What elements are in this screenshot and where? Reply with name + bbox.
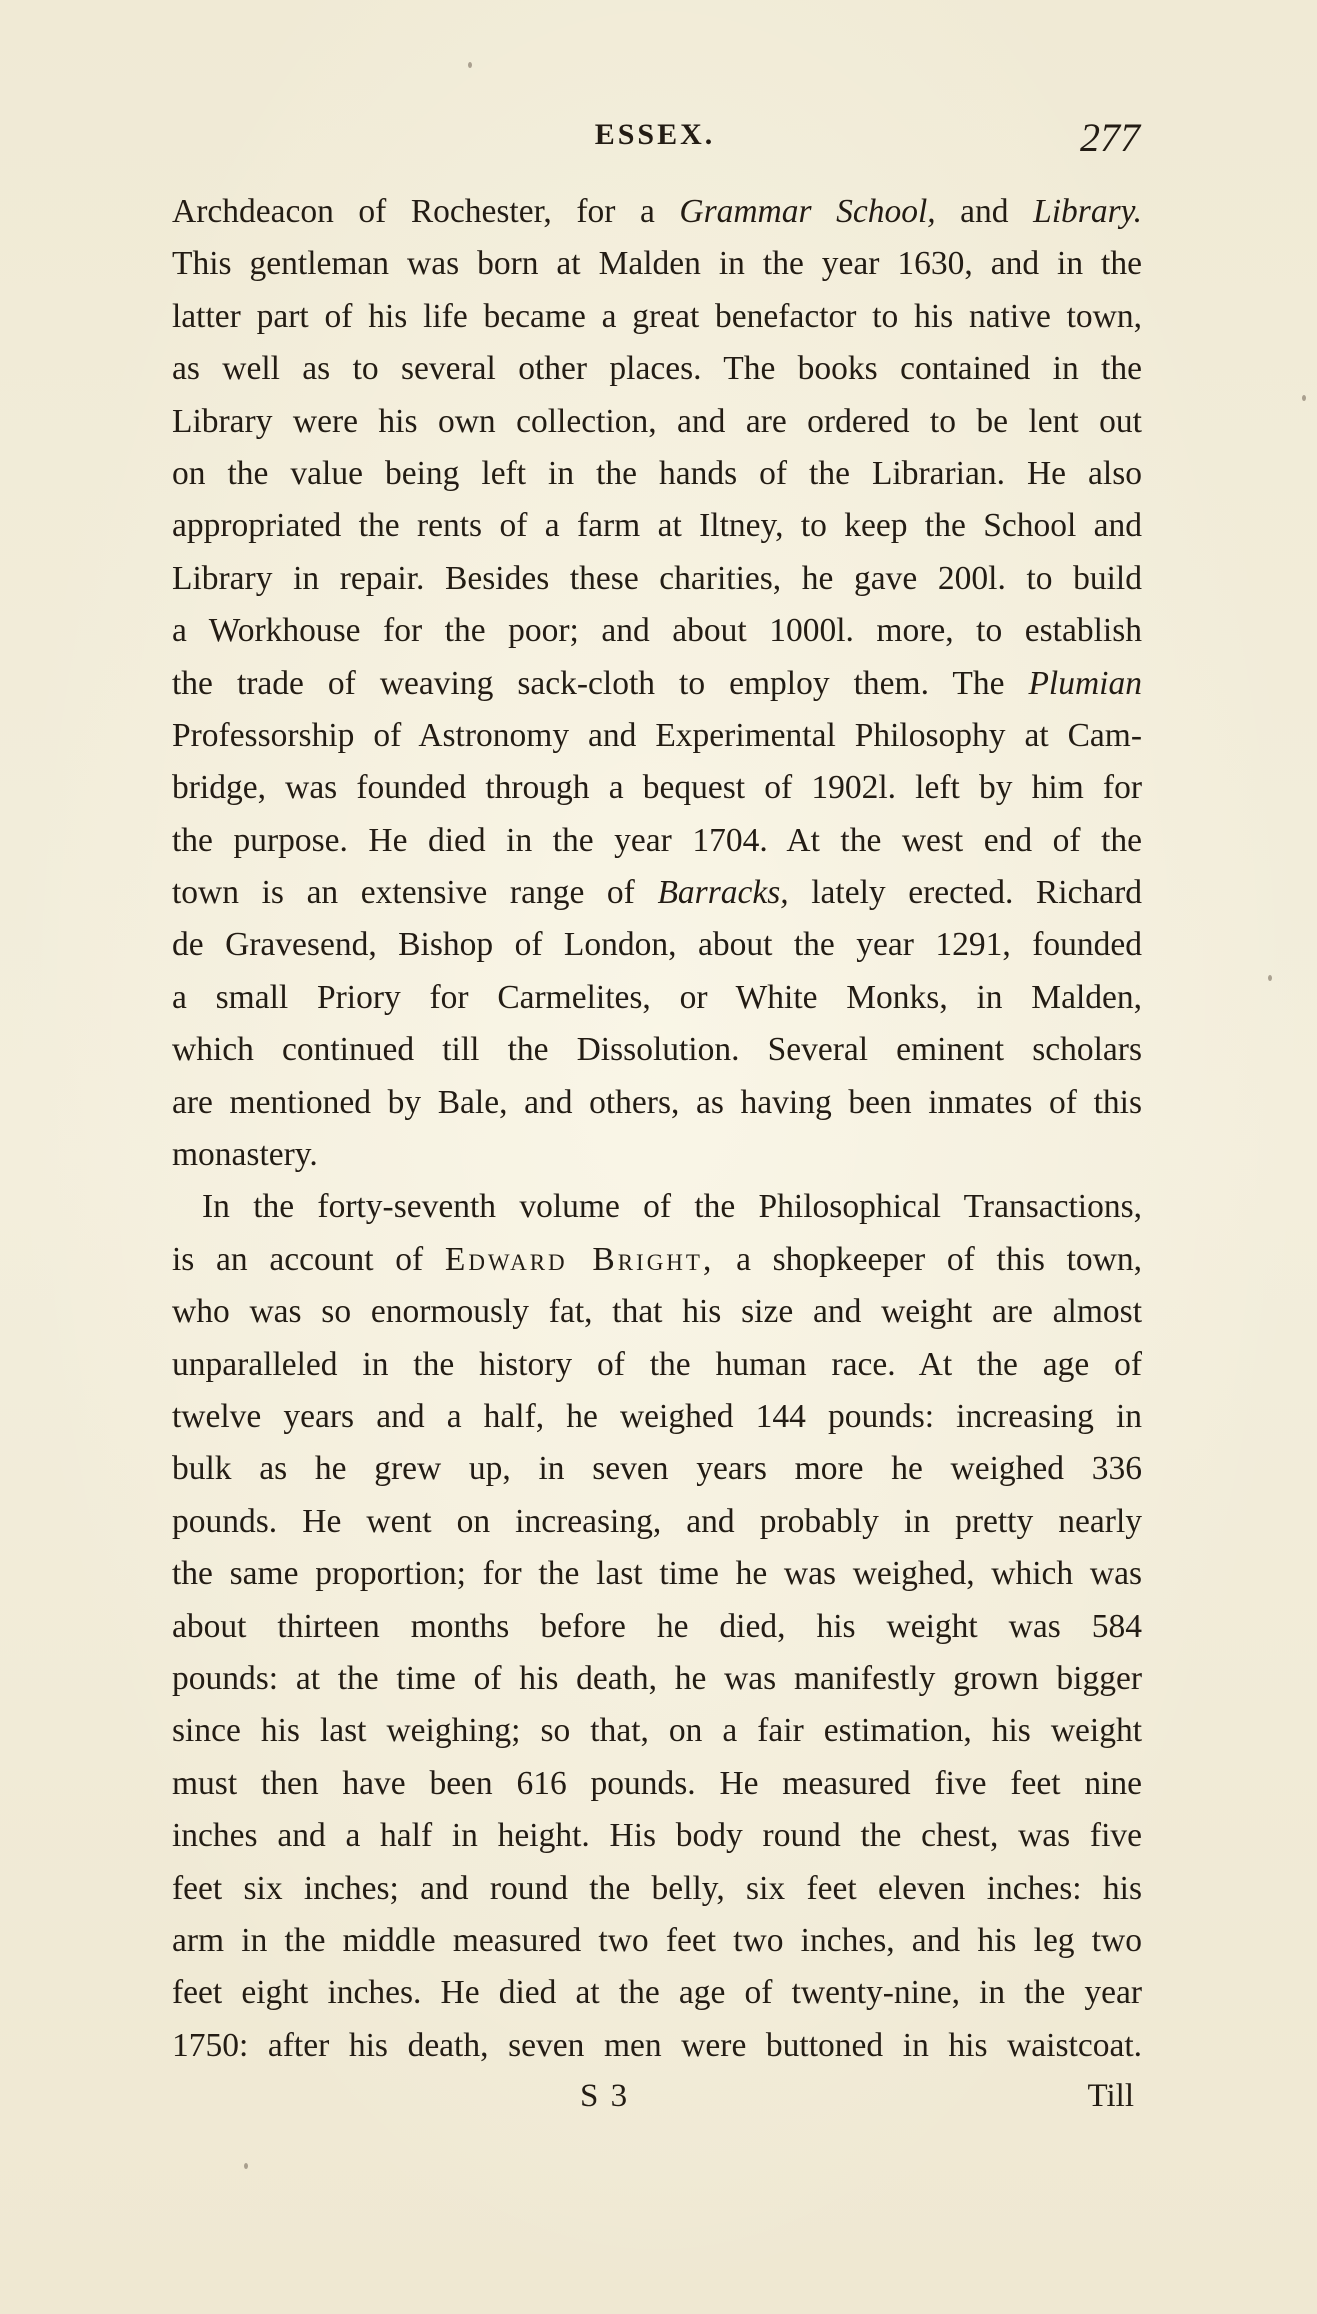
text-line bbox=[172, 1286, 1142, 1338]
text-segment: 1750: after his death, seven men were buttoned in his waistcoat. bbox=[172, 2026, 1142, 2064]
text-segment: a Workhouse for the poor; and about 1000l. more, to establish bbox=[172, 612, 1142, 650]
text-line bbox=[172, 658, 1142, 710]
text-line bbox=[172, 1653, 1142, 1705]
text-line bbox=[172, 1443, 1142, 1495]
text-line bbox=[172, 500, 1142, 552]
text-segment: as well as to several other places. The books contained in the bbox=[172, 350, 1142, 388]
text-segment: lately erected. Richard bbox=[788, 874, 1142, 912]
text-line bbox=[172, 815, 1142, 867]
signature-mark: S 3 bbox=[580, 2078, 630, 2114]
paper-speck bbox=[1302, 395, 1306, 401]
italic-text: Grammar School, bbox=[679, 193, 936, 230]
text-line bbox=[172, 2020, 1142, 2072]
text-line bbox=[172, 343, 1142, 395]
paper-speck bbox=[244, 2163, 248, 2169]
text-segment: bridge, was founded through a bequest of 1902l. left by him for bbox=[172, 769, 1142, 807]
text-segment: Library in repair. Besides these charities, he gave 200l. to build bbox=[172, 559, 1142, 597]
text-segment: In the forty-seventh volume of the Philosophical Transactions, bbox=[202, 1188, 1142, 1226]
text-line bbox=[172, 1705, 1142, 1757]
italic-text: Library. bbox=[1033, 193, 1142, 230]
paper-speck bbox=[1268, 975, 1272, 981]
text-segment: arm in the middle measured two feet two inches, and his leg two bbox=[172, 1921, 1142, 1959]
text-line bbox=[172, 867, 1142, 919]
text-segment: a small Priory for Carmelites, or White Monks, in Malden, bbox=[172, 978, 1142, 1016]
text-segment: the trade of weaving sack-cloth to employ them. The bbox=[172, 664, 1029, 702]
text-line bbox=[172, 1863, 1142, 1915]
text-line bbox=[172, 1234, 1142, 1286]
text-line bbox=[172, 186, 1142, 238]
text-segment: is an account of bbox=[172, 1240, 445, 1278]
smallcaps-text: Edward Bright, bbox=[444, 1240, 715, 1278]
text-segment: on the value being left in the hands of the Librarian. He also bbox=[172, 454, 1142, 492]
text-segment: bulk as he grew up, in seven years more he weighed 336 bbox=[172, 1450, 1142, 1488]
text-line bbox=[172, 605, 1142, 657]
italic-text: Plumian bbox=[1028, 664, 1142, 702]
text-segment: Library were his own collection, and are ordered to be lent out bbox=[172, 402, 1142, 440]
text-segment: are mentioned by Bale, and others, as having been inmates of this bbox=[172, 1083, 1142, 1121]
text-line bbox=[172, 1496, 1142, 1548]
running-head: ESSEX. bbox=[594, 118, 716, 151]
paper-speck bbox=[468, 62, 472, 68]
text-segment: appropriated the rents of a farm at Iltney, to keep the School and bbox=[172, 507, 1142, 545]
text-segment: pounds: at the time of his death, he was manifestly grown bigger bbox=[172, 1659, 1142, 1697]
text-segment: de Gravesend, Bishop of London, about the year 1291, founded bbox=[172, 926, 1142, 964]
text-segment: feet six inches; and round the belly, six feet eleven inches: his bbox=[172, 1869, 1142, 1907]
italic-text: Barracks, bbox=[657, 874, 789, 912]
text-segment: the purpose. He died in the year 1704. At the west end of the bbox=[172, 821, 1142, 859]
page-number: 277 bbox=[1080, 115, 1140, 160]
text-line bbox=[172, 1077, 1142, 1129]
text-line bbox=[172, 396, 1142, 448]
text-segment: unparalleled in the history of the human race. At the age of bbox=[172, 1345, 1142, 1383]
text-line bbox=[172, 1758, 1142, 1810]
page-header bbox=[170, 115, 1140, 168]
page-footer bbox=[172, 2078, 1142, 2128]
text-segment: town is an extensive range of bbox=[172, 874, 658, 912]
text-line bbox=[172, 553, 1142, 605]
body-text bbox=[172, 186, 1142, 2072]
text-line bbox=[172, 291, 1142, 343]
text-segment: since his last weighing; so that, on a fair estimation, his weight bbox=[172, 1712, 1142, 1750]
text-segment: about thirteen months before he died, his weight was 584 bbox=[172, 1607, 1142, 1645]
text-segment: which continued till the Dissolution. Several eminent scholars bbox=[172, 1031, 1142, 1069]
text-line bbox=[172, 710, 1142, 762]
text-segment: and bbox=[935, 193, 1034, 230]
text-line bbox=[172, 1915, 1142, 1967]
text-line bbox=[172, 1339, 1142, 1391]
text-line bbox=[172, 1129, 1142, 1181]
text-segment: who was so enormously fat, that his size and weight are almost bbox=[172, 1293, 1142, 1331]
text-segment: latter part of his life became a great benefactor to his native town, bbox=[172, 297, 1142, 335]
text-segment: a shopkeeper of this town, bbox=[714, 1240, 1142, 1278]
text-line bbox=[172, 1601, 1142, 1653]
text-segment: must then have been 616 pounds. He measured five feet nine bbox=[172, 1764, 1142, 1802]
text-segment: Archdeacon of Rochester, for a bbox=[172, 193, 680, 230]
text-segment: pounds. He went on increasing, and probably in pretty nearly bbox=[172, 1502, 1142, 1540]
text-line bbox=[172, 1391, 1142, 1443]
text-segment: inches and a half in height. His body round the chest, was five bbox=[172, 1817, 1142, 1855]
catchword: Till bbox=[1087, 2078, 1134, 2114]
text-segment: the same proportion; for the last time he was weighed, which was bbox=[172, 1555, 1142, 1593]
text-line bbox=[172, 1181, 1142, 1233]
text-line bbox=[172, 448, 1142, 500]
text-line bbox=[172, 1024, 1142, 1076]
text-line bbox=[172, 1548, 1142, 1600]
text-segment: Professorship of Astronomy and Experimental Philosophy at Cam- bbox=[172, 716, 1142, 754]
text-line bbox=[172, 762, 1142, 814]
text-segment: feet eight inches. He died at the age of twenty-nine, in the year bbox=[172, 1974, 1142, 2012]
text-line bbox=[172, 1967, 1142, 2019]
text-line bbox=[172, 972, 1142, 1024]
text-segment: twelve years and a half, he weighed 144 pounds: increasing in bbox=[172, 1397, 1142, 1435]
text-line bbox=[172, 1810, 1142, 1862]
text-line bbox=[172, 238, 1142, 290]
text-segment: This gentleman was born at Malden in the year 1630, and in the bbox=[172, 245, 1142, 283]
text-line bbox=[172, 919, 1142, 971]
text-segment: monastery. bbox=[172, 1136, 318, 1174]
